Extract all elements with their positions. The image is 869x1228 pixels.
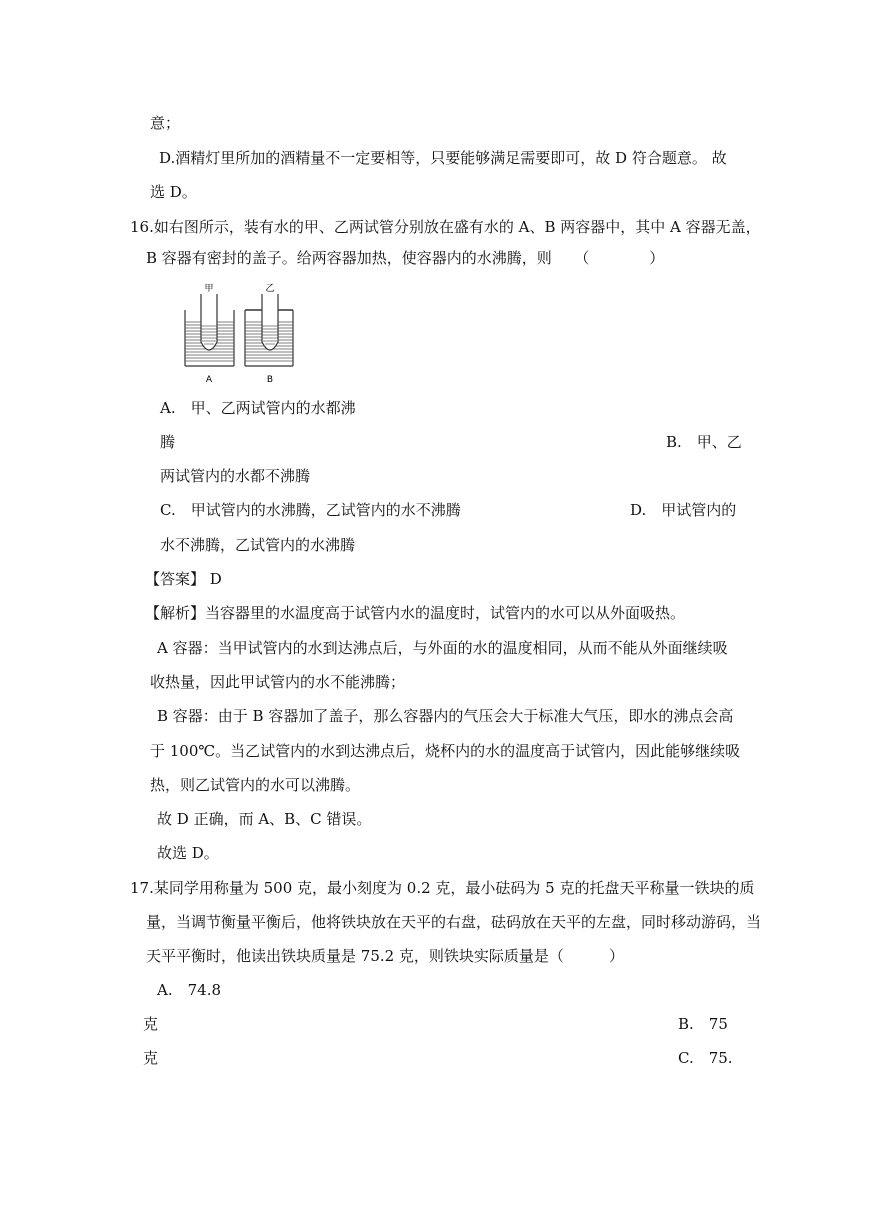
q16-option-a-cont: 腾 [160,433,176,451]
prev-option-d-explanation: D.酒精灯里所加的酒精量不一定要相等，只要能够满足需要即可，故 D 符合题意。 故 [159,149,727,167]
prev-conclusion: 选 D。 [150,183,197,201]
q16-option-d-cont: 水不沸腾，乙试管内的水沸腾 [160,536,356,554]
q16-analysis-line-5: 于 100℃。当乙试管内的水到达沸点后，烧杯内的水的温度高于试管内，因此能够继续吸 [150,742,741,760]
q16-option-c: C. 甲试管内的水沸腾，乙试管内的水不沸腾 [160,501,461,519]
q17-option-b-unit: 克 [143,1049,159,1067]
q16-option-b: B. 甲、乙 [666,433,742,451]
q16-analysis-line-3: 收热量，因此甲试管内的水不能沸腾； [150,673,406,691]
container-b-label: B [266,375,274,385]
q17-option-b: B. 75 [678,1015,728,1033]
q17-stem-line-3: 天平平衡时，他读出铁块质量是 75.2 克，则铁块实际质量是（ ） [146,947,624,965]
container-a [185,294,234,366]
q16-analysis-line-6: 热，则乙试管内的水可以沸腾。 [150,776,361,794]
container-b [245,294,293,366]
q17-stem-line-1: 17.某同学用称量为 500 克，最小刻度为 0.2 克，最小砝码为 5 克的托盘天平称量一铁块的质 [130,879,755,897]
q17-option-a: A. 74.8 [157,981,221,999]
q16-answer: 【答案】 D [145,570,222,588]
q17-stem-line-2: 量，当调节衡量平衡后，他将铁块放在天平的右盘，砝码放在天平的左盘，同时移动游码，当 [146,913,762,931]
prev-answer-tail: 意； [150,114,181,132]
q16-option-d: D. 甲试管内的 [630,501,737,519]
q16-figure-test-tubes [180,282,298,388]
q16-figure-svg [180,282,298,388]
q16-option-b-cont: 两试管内的水都不沸腾 [160,467,311,485]
tube-a-label: 甲 [204,284,214,294]
q16-analysis-line-8: 故选 D。 [157,844,219,862]
q16-stem-line-2: B 容器有密封的盖子。给两容器加热，使容器内的水沸腾，则 （ ） [146,249,665,267]
tube-b-label: 乙 [265,284,275,294]
q16-analysis-line-2: A 容器：当甲试管内的水到达沸点后，与外面的水的温度相同，从而不能从外面继续吸 [157,639,728,657]
q17-option-c: C. 75. [678,1049,733,1067]
q16-analysis-line-4: B 容器：由于 B 容器加了盖子，那么容器内的气压会大于标准大气压，即水的沸点会高 [157,707,734,725]
q16-option-a: A. 甲、乙两试管内的水都沸 [160,399,356,417]
q16-analysis-line-7: 故 D 正确，而 A、B、C 错误。 [157,810,372,828]
q16-analysis-line-1: 【解析】当容器里的水温度高于试管内水的温度时，试管内的水可以从外面吸热。 [145,604,686,622]
q17-option-a-unit: 克 [143,1015,159,1033]
q16-stem-line-1: 16.如右图所示，装有水的甲、乙两试管分别放在盛有水的 A、B 两容器中，其中 A 容器无盖， [130,218,761,236]
container-a-label: A [205,375,213,385]
